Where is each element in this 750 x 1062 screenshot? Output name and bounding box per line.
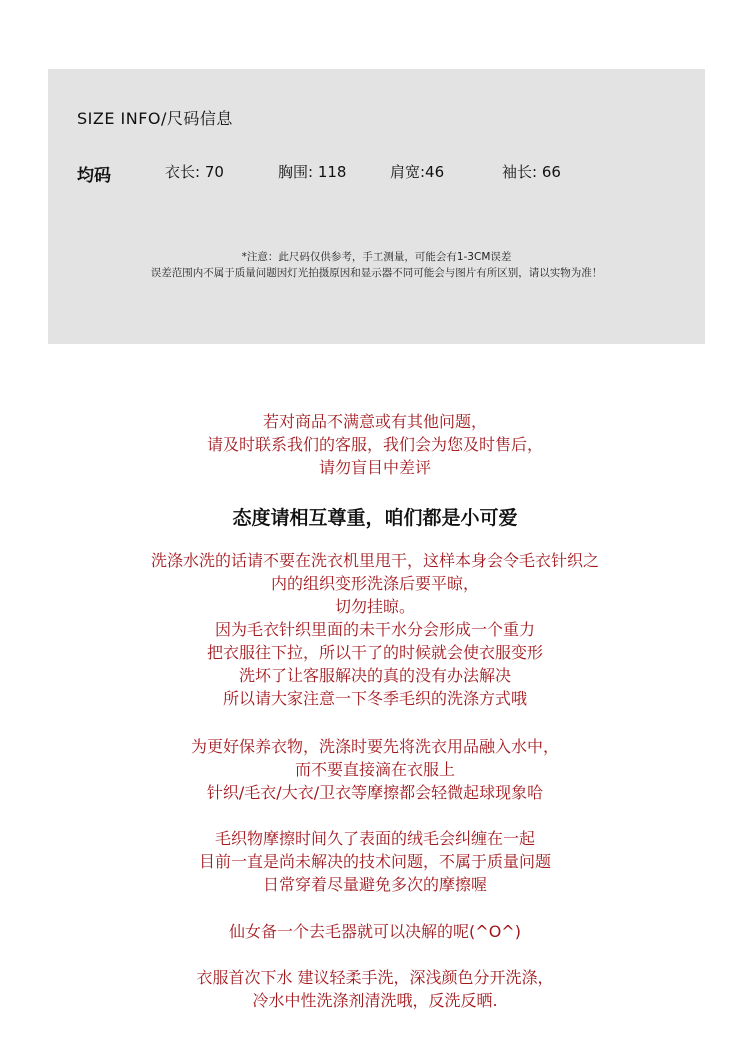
chest-measure: 胸围: 118	[278, 163, 347, 181]
service-line: 若对商品不满意或有其他问题，	[262, 412, 487, 431]
first-wash-line: 冷水中性洗涤剂清洗哦，反洗反晒.	[252, 991, 498, 1010]
care-line: 而不要直接滴在衣服上	[294, 760, 455, 779]
wash-line: 内的组织变形洗涤后要平晾，	[270, 574, 479, 593]
size-measure-row	[77, 161, 697, 186]
pilling-notice	[0, 827, 750, 896]
pilling-line: 毛织物摩擦时间久了表面的绒毛会纠缠在一起	[214, 829, 535, 848]
tip-line: 仙女备一个去毛器就可以决解的呢(^O^)	[229, 922, 521, 941]
length-measure: 衣长: 70	[165, 163, 224, 181]
service-line: 请勿盲目中差评	[318, 458, 431, 477]
wash-line: 切勿挂晾。	[334, 597, 415, 616]
pilling-line: 目前一直是尚未解决的技术问题，不属于质量问题	[198, 852, 551, 871]
size-note	[48, 249, 705, 281]
sleeve-measure: 袖长: 66	[502, 163, 561, 181]
size-label: 均码	[77, 166, 111, 186]
wash-line: 洗坏了让客服解决的真的没有办法解决	[238, 666, 511, 685]
first-wash-line: 衣服首次下水 建议轻柔手洗，深浅颜色分开洗涤，	[196, 968, 554, 987]
size-note-line: *注意：此尺码仅供参考，手工测量，可能会有1-3CM误差	[241, 251, 512, 263]
size-info-title: SIZE INFO/尺码信息	[77, 109, 233, 128]
size-info-panel	[48, 69, 705, 344]
wash-line: 所以请大家注意一下冬季毛织的洗涤方式哦	[222, 689, 527, 708]
first-wash-notice	[0, 966, 750, 1012]
wash-line: 洗涤水洗的话请不要在洗衣机里甩干，这样本身会令毛衣针织之	[150, 551, 599, 570]
care-line: 针织/毛衣/大衣/卫衣等摩擦都会轻微起球现象哈	[206, 783, 544, 802]
size-note-line: 误差范围内不属于质量问题因灯光拍摄原因和显示器不同可能会与图片有所区别，请以实物为准！	[150, 267, 603, 279]
care-line: 为更好保养衣物，洗涤时要先将洗衣用品融入水中，	[190, 737, 559, 756]
wash-instructions	[0, 549, 750, 710]
service-line: 请及时联系我们的客服，我们会为您及时售后，	[206, 435, 543, 454]
headline: 态度请相互尊重，咱们都是小可爱	[232, 507, 518, 529]
care-instructions	[0, 735, 750, 804]
tip	[0, 920, 750, 943]
pilling-line: 日常穿着尽量避免多次的摩擦喔	[262, 875, 487, 894]
shoulder-measure: 肩宽:46	[390, 163, 445, 181]
service-notice	[0, 410, 750, 479]
wash-line: 把衣服往下拉，所以干了的时候就会使衣服变形	[206, 643, 543, 662]
wash-line: 因为毛衣针织里面的未干水分会形成一个重力	[214, 620, 535, 639]
